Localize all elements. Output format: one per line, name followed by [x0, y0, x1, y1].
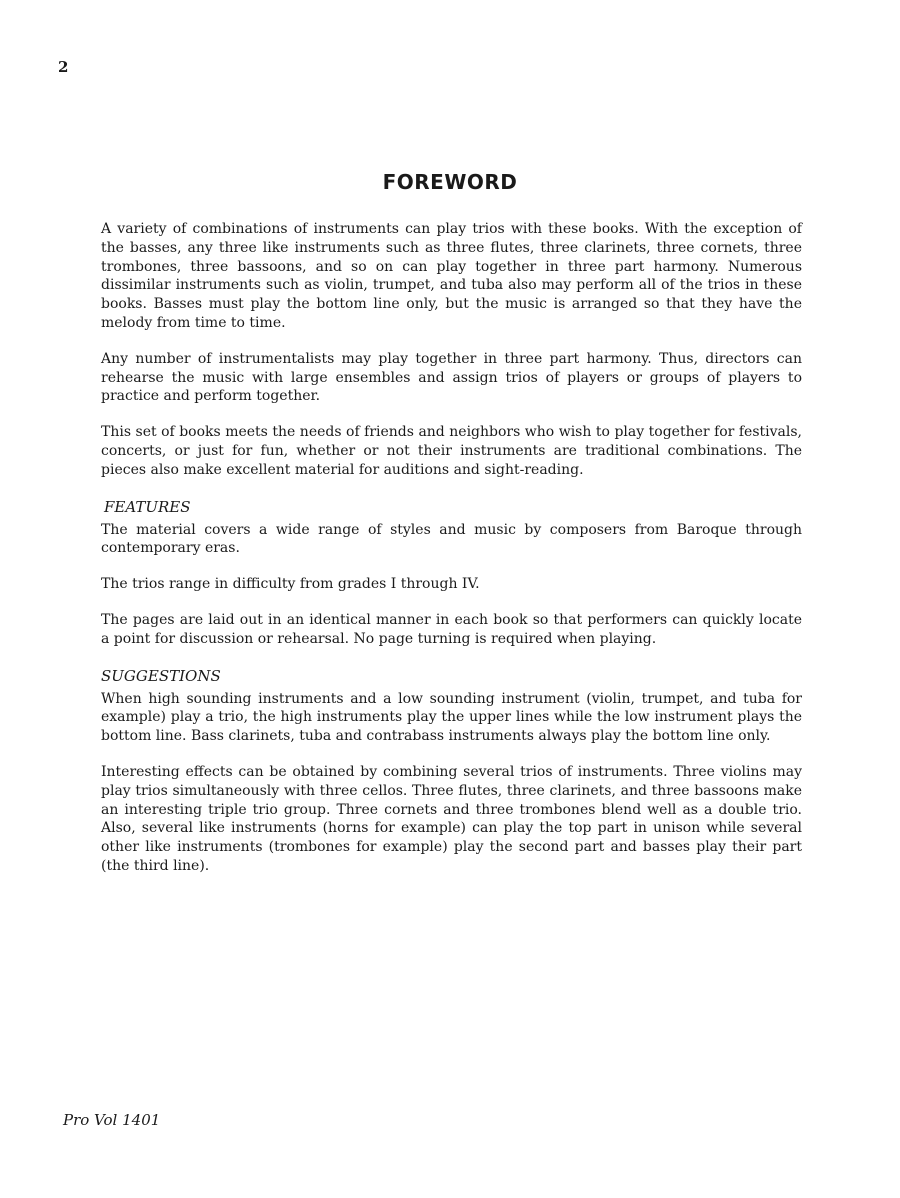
body-text — [101, 220, 802, 893]
suggestions-paragraph-2: Interesting effects can be obtained by combining several trios of instruments. Three violins may play trios simultaneously with three cellos. Three flutes, three clarinets, and three bassoons make an interesting triple trio group. Three cornets and three trombones blend well as a double trio. Also, several like instruments (horns for example) can play the top part in unison while several other like instruments (trombones for example) play the second part and basses play their part (the third line). — [101, 763, 802, 874]
page-number: 2 — [58, 58, 69, 76]
features-heading: FEATURES — [104, 497, 191, 516]
features-paragraph-3: The pages are laid out in an identical manner in each book so that performers can quickly locate a point for discussion or rehearsal. No page turning is required when playing. — [101, 611, 802, 647]
suggestions-paragraph-1: When high sounding instruments and a low sounding instrument (violin, trumpet, and tuba for example) play a trio, the high instruments play the upper lines while the low instrument plays the bottom line. Bass clarinets, tuba and contrabass instruments always play the bottom line only. — [101, 690, 802, 745]
intro-paragraph-3: This set of books meets the needs of friends and neighbors who wish to play together for festivals, concerts, or just for fun, whether or not their instruments are traditional combinations. The pieces also make excellent material for auditions and sight-reading. — [101, 424, 802, 478]
intro-paragraph-1: A variety of combinations of instruments can play trios with these books. With the exception of the basses, any three like instruments such as three flutes, three clarinets, three cornets, three trombones, three bassoons, and so on can play together in three part harmony. Numerous dissimilar instruments such as violin, trumpet, and tuba also may perform all of the trios in these books. Basses must play the bottom line only, but the music is arranged so that they have the melody from time to time. — [101, 221, 802, 331]
page-title: FOREWORD — [382, 170, 518, 194]
footer-volume-label: Pro Vol 1401 — [63, 1111, 161, 1129]
features-paragraph-1: The material covers a wide range of styles and music by composers from Baroque through contemporary eras. — [101, 521, 802, 557]
features-paragraph-2: The trios range in difficulty from grades I through IV. — [101, 576, 480, 593]
intro-paragraph-2: Any number of instrumentalists may play together in three part harmony. Thus, directors can rehearse the music with large ensembles and assign trios of players or groups of players to practice and perform together. — [101, 350, 802, 405]
suggestions-heading: SUGGESTIONS — [101, 666, 221, 685]
